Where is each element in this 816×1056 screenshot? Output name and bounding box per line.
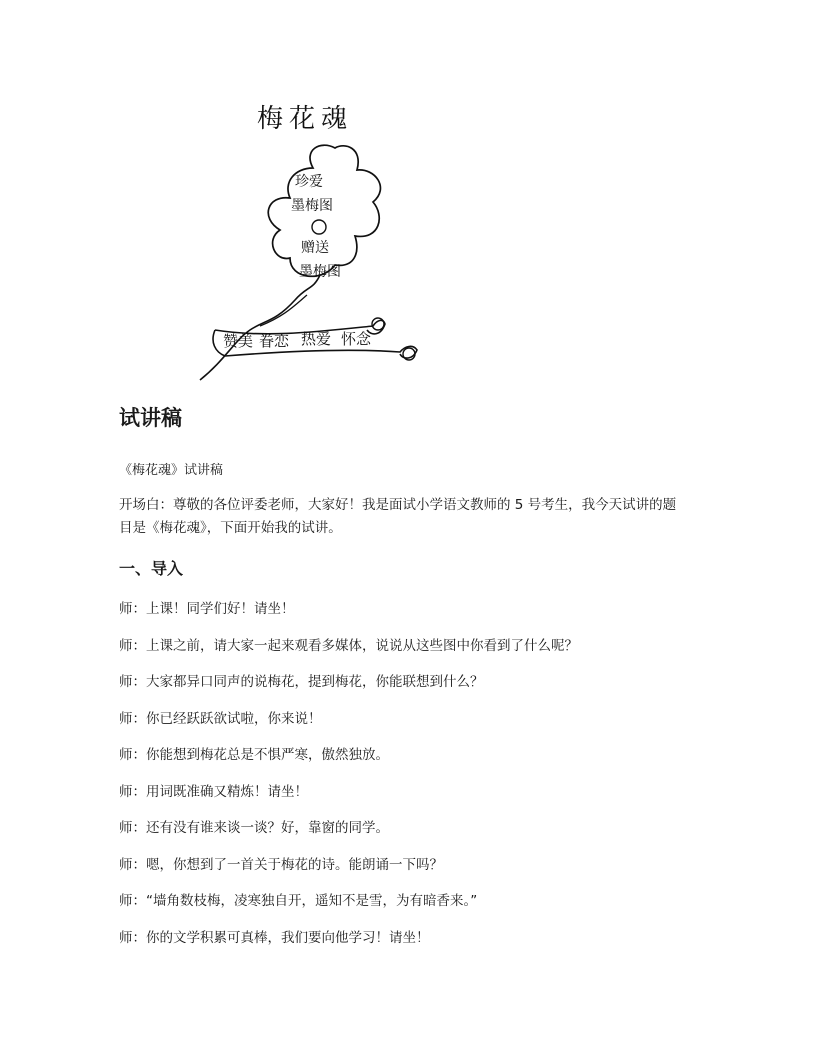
ribbon-text-1: 赞美 (223, 332, 254, 350)
section-heading: 一、导入 (119, 559, 184, 578)
ribbon-text-3: 热爱 (301, 330, 332, 348)
dialogue-line: 师：还有没有谁来谈一谈？好，靠窗的同学。 (119, 820, 389, 836)
sketch-title: 梅花魂 (257, 104, 354, 134)
opening-paragraph: 开场白：尊敬的各位评委老师，大家好！我是面试小学语文教师的 5 号考生，我今天试讲的题目是《梅花魂》，下面开始我的试讲。 (119, 497, 677, 536)
dialogue-line: 师：上课！同学们好！请坐！ (119, 601, 295, 617)
document-subtitle: 《梅花魂》试讲稿 (119, 463, 224, 478)
dialogue-line: 师：大家都异口同声的说梅花，提到梅花，你能联想到什么？ (119, 674, 484, 690)
ribbon-text-2: 眷恋 (259, 332, 290, 350)
flower-text-2: 墨梅图 (291, 198, 333, 214)
plum-blossom-drawing (195, 90, 465, 382)
ribbon-text-4: 怀念 (341, 330, 372, 348)
flower-text-4: 墨梅图 (299, 264, 341, 280)
dialogue-line: 师：上课之前，请大家一起来观看多媒体，说说从这些图中你看到了什么呢？ (119, 637, 578, 654)
mountain-outline (200, 275, 320, 380)
flower-text-3: 赠送 (301, 240, 329, 256)
dialogue-list (119, 599, 578, 964)
dialogue-line: 师：嗯，你想到了一首关于梅花的诗。能朗诵一下吗？ (119, 856, 443, 873)
blackboard-sketch (195, 90, 465, 382)
flower-center (312, 220, 326, 234)
dialogue-line: 师：你的文学积累可真棒，我们要向他学习！请坐！ (119, 929, 430, 946)
dialogue-line: 师：你能想到梅花总是不惧严寒，傲然独放。 (119, 747, 389, 763)
document-heading: 试讲稿 (119, 406, 182, 430)
dialogue-line: 师：用词既准确又精炼！请坐！ (119, 783, 308, 800)
flower-text-1: 珍爱 (295, 174, 323, 190)
dialogue-line: 师：你已经跃跃欲试啦，你来说！ (119, 710, 322, 727)
dialogue-line: 师：“墙角数枝梅，凌寒独自开，遥知不是雪，为有暗香来。” (119, 893, 478, 909)
